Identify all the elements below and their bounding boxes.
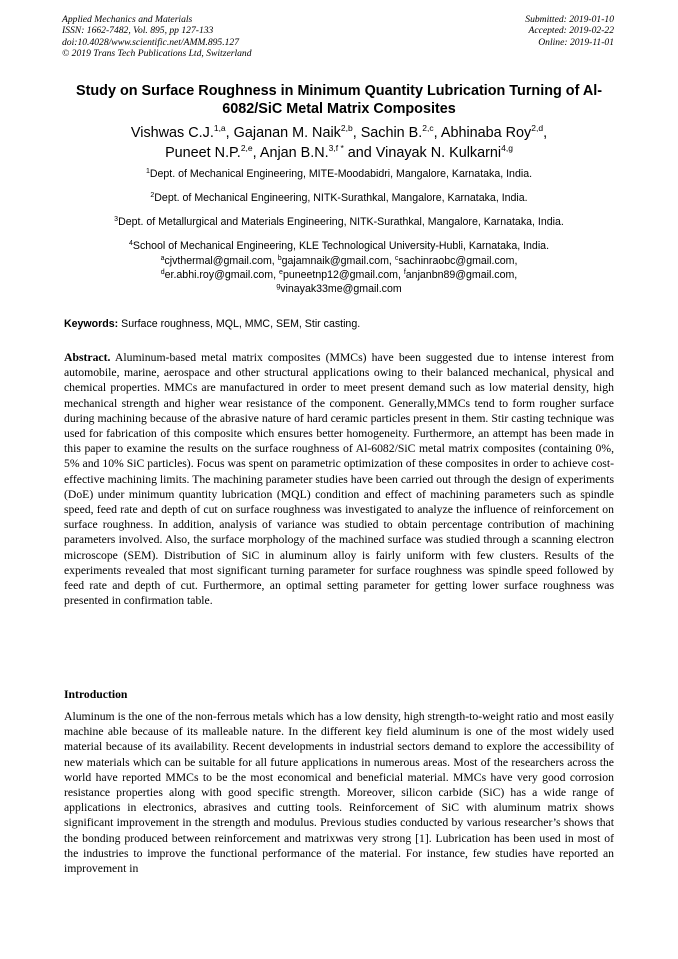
affiliation-text: School of Mechanical Engineering, KLE Technological University-Hubli, Karnataka, India. — [132, 240, 550, 252]
journal-copyright: © 2019 Trans Tech Publications Ltd, Switzerland — [62, 48, 252, 60]
author-name: Anjan B.N. — [259, 145, 329, 161]
keywords-label: Keywords: — [64, 318, 119, 330]
affiliation — [40, 168, 638, 181]
abstract — [64, 350, 614, 608]
journal-header — [62, 14, 362, 60]
email-link[interactable]: gajamnaik@gmail.com — [281, 255, 389, 267]
author-sup: 1,a — [213, 123, 226, 133]
author-sup: 2,c — [422, 123, 434, 133]
author-sup: 2,d — [531, 123, 544, 133]
dates-header — [394, 14, 614, 48]
affiliation-number: 3 — [114, 216, 119, 223]
email-link[interactable]: sachinraobc@gmail.com — [398, 255, 515, 267]
author-separator: , — [433, 125, 441, 141]
author-separator: , — [252, 145, 260, 161]
email-list: $^a$cjvthermal@gmail.com, $^b$gajamnaik@gmail.com, $^c$sachinraobc@gmail.com, $^d$er.abhi.roy@gmail.com, $^e$puneetnp12@gmail.com, $^f$anjanbn89@gmail.com, $^g$vinayak33me@gmail.com — [160, 255, 518, 295]
affiliation — [40, 240, 638, 253]
affiliation-text: Dept. of Metallurgical and Materials Engineering, NITK-Surathkal, Mangalore, Karnataka, India. — [118, 216, 564, 228]
author-name: Puneet N.P. — [165, 145, 241, 161]
abstract-text: Aluminum-based metal matrix composites (MMCs) have been suggested due to intense interest from automobile, marine, aerospace and other structural applications owing to their balanced mechanical, physical and chemical properties. MMCs are manufactured in order to meet present demand such as low material density, high mechanical strength and higher wear resistance of the component. Generally,MMCs tend to form rougher surface during machining because of the abrasive nature of hard ceramic particles present in them. Stir casting technique was used for fabrication of this composite which ensures better homogeneity. Furthermore, an attempt has been made in this paper to examine the results on the surface roughness of Al-6082/SiC metal matrix composites (containing 0%, 5% and 10% SiC particles). Focus was spent on parametric optimization of these composites in order to achieve cost-effective machining limits. The machining parameter studies have been carried out through the design of experiments (DoE) under minimum quantity lubrication (MQL) condition and effect of machining parameters such as spindle speed, feed rate and depth of cut on surface roughness was investigated to analyze the influence of reinforcement on surface roughness. In addition, analysis of variance was studied to obtain percentage contribution of machining parameters involved. Also, the surface morphology of the machined surface was studied through a scanning electron microscope (SEM). Distribution of SiC in aluminum alloy is fairly uniform with few clusters. Results of the experiments revealed that most significant turning parameter for surface roughness was spindle speed followed by feed rate and depth of cut. Furthermore, an optimal setting parameter for getting lower surface roughness was presented in confirmation table. — [64, 351, 614, 608]
introduction-text: Aluminum is the one of the non-ferrous metals which has a low density, high strength-to-weight ratio and most easily machine able because of its malleable nature. In the different key field aluminum is one of the most widely used material because of its availability. Recent developments in industrial sectors demand to explore the accessibility of new materials which can be suitable for all future applications in numerous areas. Most of the researchers across the world have reported MMCs to be the most economical and beneficial material. MMCs have very good corrosion resistance properties along with good specific strength. Moreover, silicon carbide (SiC) has a wide range of applications in electronics, abrasives and cutting tools. Reinforcement of SiC with aluminum matrix shows significant improvement in the strength and modulus. Previous studies conducted by various researcher’s shows that the bonding produced between reinforcement and matrixwas very strong [1]. Lubrication has been used in most of the industries to improve the functional performance of the material. For instance, few studies have reported an improvement in — [64, 710, 614, 876]
journal-name: Applied Mechanics and Materials — [62, 14, 193, 25]
affiliation-text: Dept. of Mechanical Engineering, MITE-Moodabidri, Mangalore, Karnataka, India. — [149, 168, 533, 180]
author-sup: 2,b — [340, 123, 353, 133]
author-name: Gajanan M. Naik — [233, 125, 341, 141]
keywords-text: Surface roughness, MQL, MMC, SEM, Stir casting. — [121, 318, 361, 330]
keywords — [64, 317, 616, 331]
affiliation — [40, 192, 638, 205]
email-link[interactable]: anjanbn89@gmail.com — [405, 269, 515, 281]
paper-title: Study on Surface Roughness in Minimum Quantity Lubrication Turning of Al-6082/SiC Metal Matrix Composites — [75, 83, 603, 117]
accepted-date: Accepted: 2019-02-22 — [528, 25, 614, 37]
author-separator: , — [225, 125, 234, 141]
journal-issn: ISSN: 1662-7482, Vol. 895, pp 127-133 — [62, 25, 214, 37]
author-separator: , — [352, 125, 361, 141]
author-separator: , — [543, 125, 548, 141]
author-sup: 2,e — [240, 143, 253, 153]
affiliation — [40, 216, 638, 229]
author-name: Vinayak N. Kulkarni — [375, 145, 502, 161]
author-name: Sachin B. — [360, 125, 423, 141]
affiliation-text: Dept. of Mechanical Engineering, NITK-Surathkal, Mangalore, Karnataka, India. — [154, 192, 528, 204]
affiliation-number: 2 — [150, 192, 155, 199]
author-separator: and — [343, 145, 376, 161]
author-sup: 3,f * — [328, 143, 344, 153]
email-link[interactable]: vinayak33me@gmail.com — [280, 283, 402, 295]
journal-doi[interactable]: doi:10.4028/www.scientific.net/AMM.895.127 — [62, 36, 240, 48]
affiliation-number: 4 — [128, 240, 133, 247]
author-name: Abhinaba Roy — [440, 125, 532, 141]
email-link[interactable]: puneetnp12@gmail.com — [282, 269, 398, 281]
email-link[interactable]: er.abhi.roy@gmail.com — [164, 269, 274, 281]
online-date: Online: 2019-11-01 — [538, 36, 614, 48]
email-link[interactable]: cjvthermal@gmail.com — [164, 255, 272, 267]
submitted-date: Submitted: 2019-01-10 — [525, 14, 614, 25]
affiliations — [40, 168, 638, 264]
affiliation-number: 1 — [145, 168, 150, 175]
author-list — [40, 123, 638, 163]
abstract-label: Abstract. — [64, 351, 111, 364]
author-name: Vishwas C.J. — [130, 125, 214, 141]
author-sup: 4,g — [501, 143, 513, 153]
introduction-heading: Introduction — [64, 688, 128, 701]
